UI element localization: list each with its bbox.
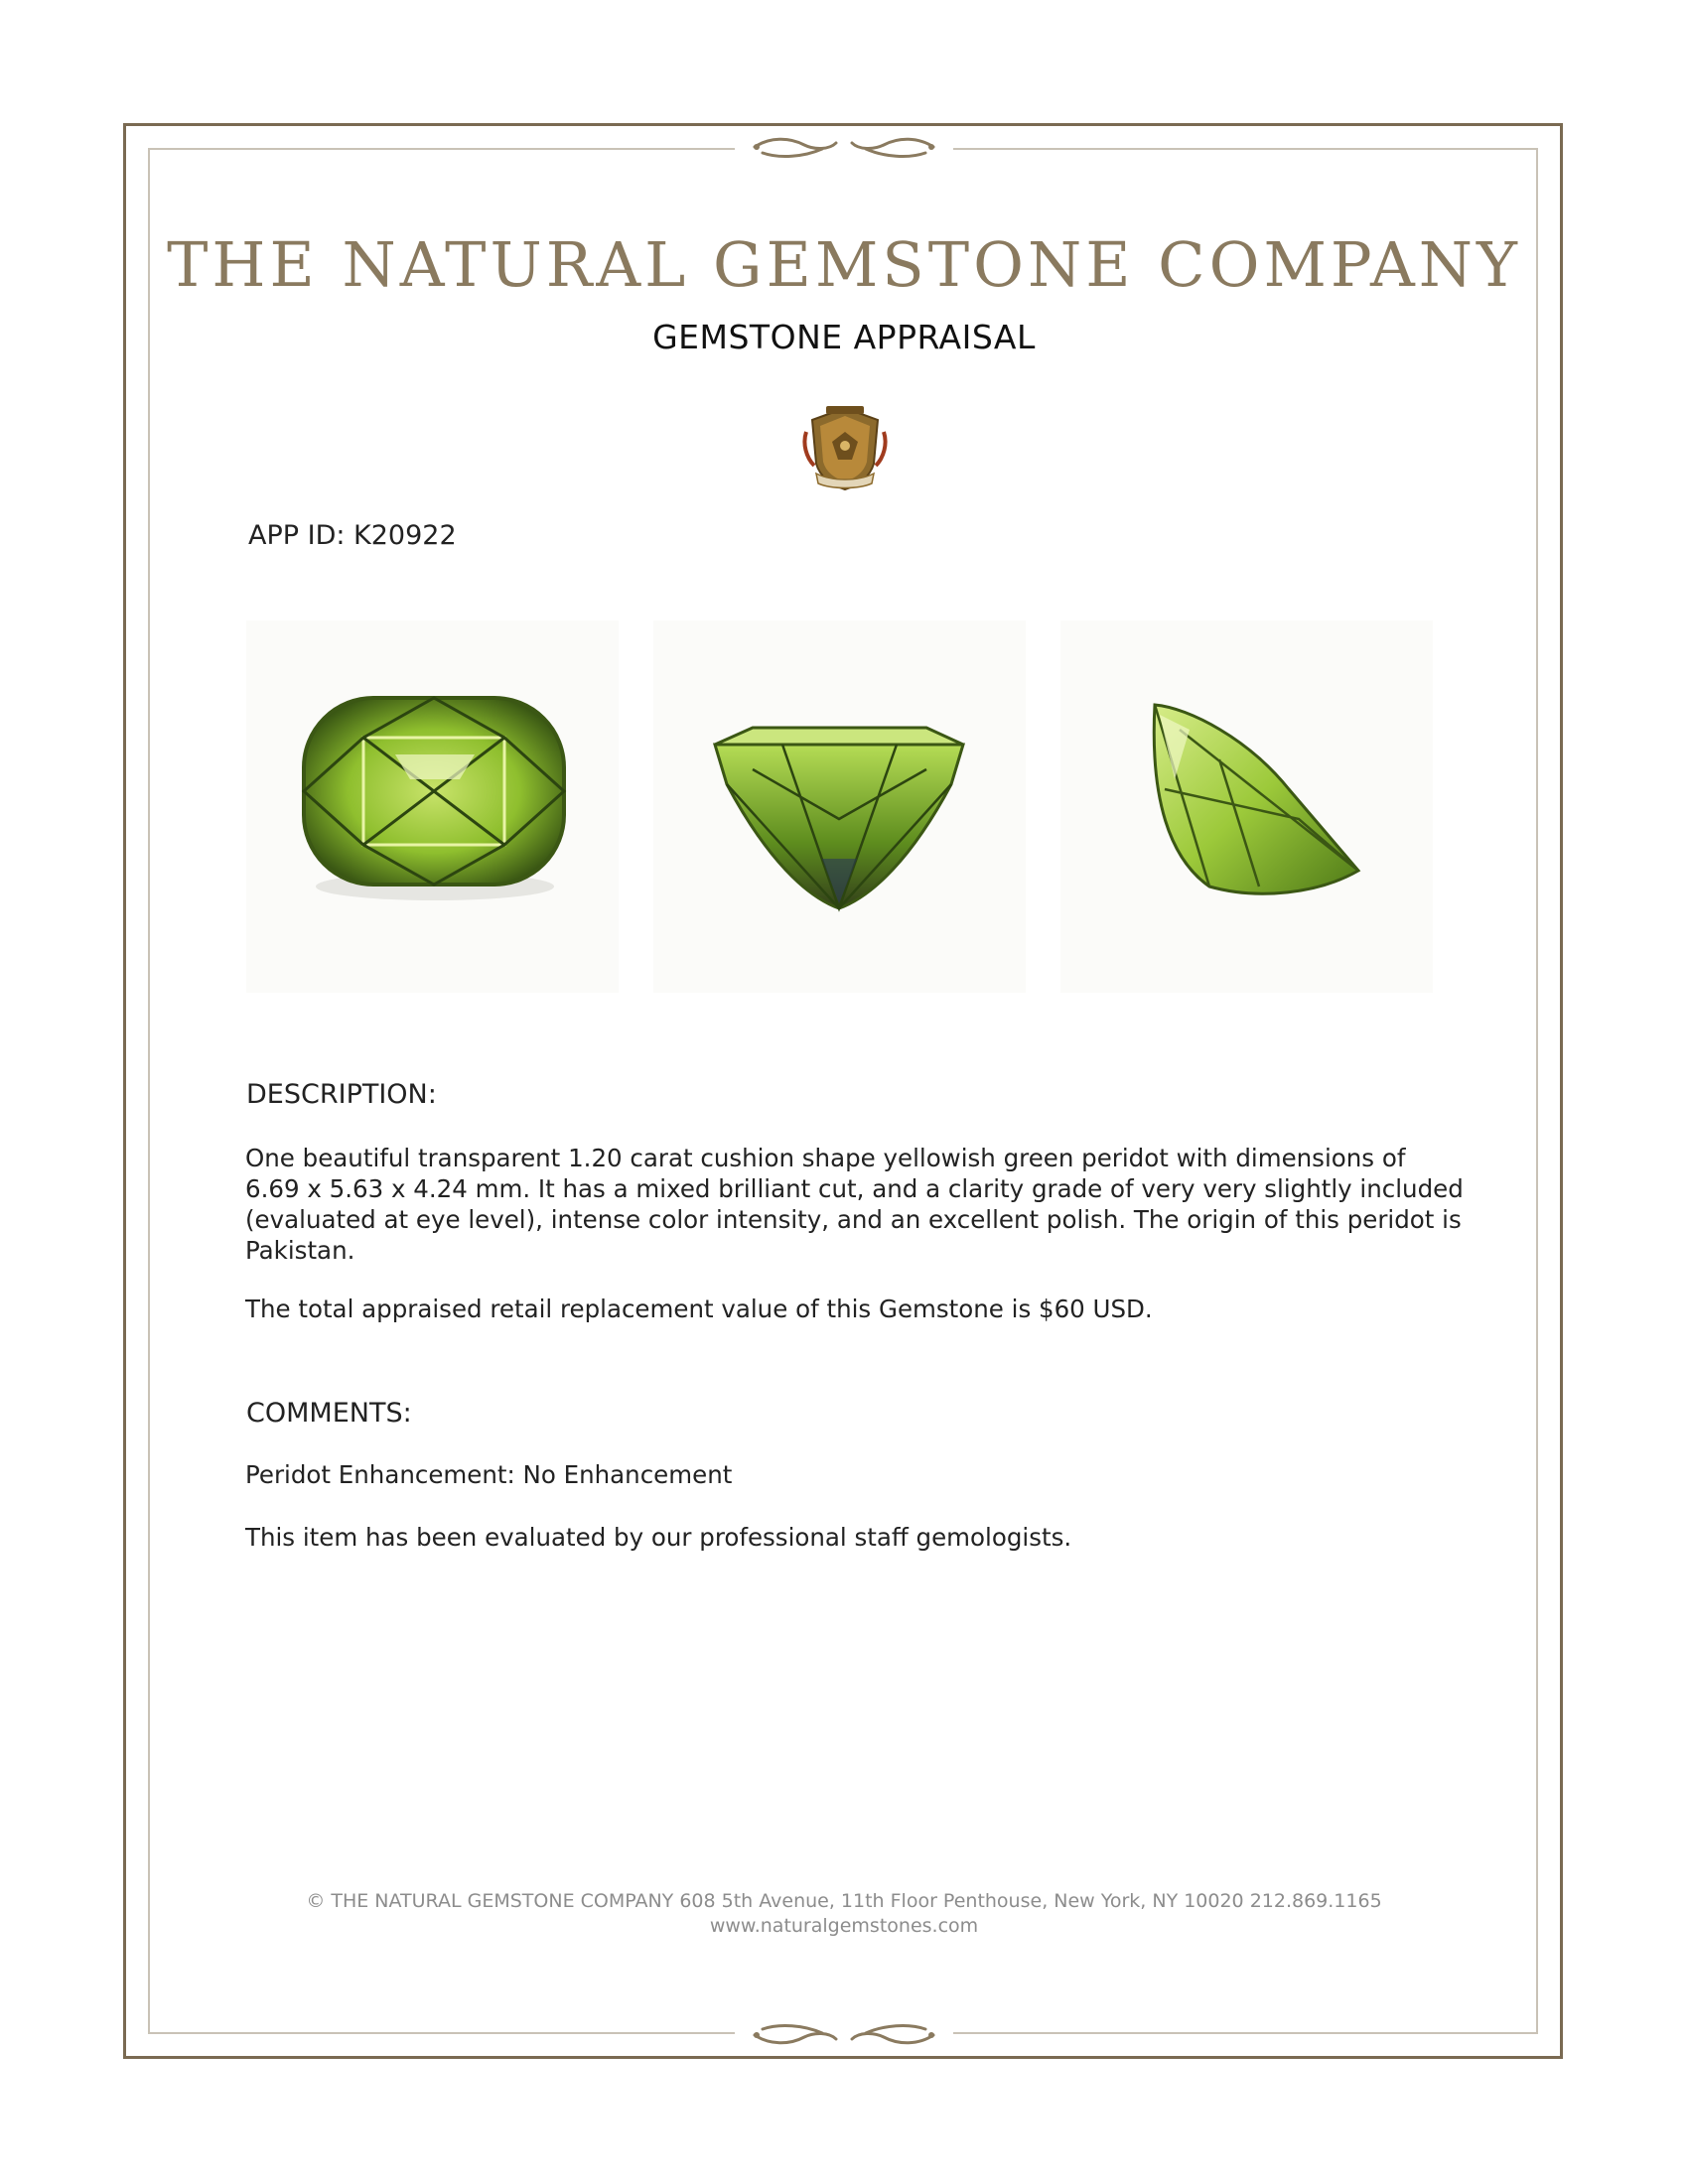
footer-website: www.naturalgemstones.com [709,1915,979,1937]
bottom-ornament-icon [735,2019,953,2049]
gem-photo-side-view [653,620,1026,993]
description-heading: DESCRIPTION: [246,1079,437,1110]
top-ornament-icon [735,133,953,163]
footer-address: © THE NATURAL GEMSTONE COMPANY 608 5th Avenue, 11th Floor Penthouse, New York, NY 10020 212.869.1165 [306,1890,1382,1912]
enhancement-text: Peridot Enhancement: No Enhancement [245,1460,733,1489]
company-crest-icon [802,402,888,493]
appraised-value-text: The total appraised retail replacement value of this Gemstone is $60 USD. [245,1295,1153,1323]
brand-title: THE NATURAL GEMSTONE COMPANY [167,228,1521,301]
gem-photo-top-view [246,620,619,993]
description-text: One beautiful transparent 1.20 carat cushion shape yellowish green peridot with dimensions of 6.69 x 5.63 x 4.24 mm. It has a mixed brilliant cut, and a clarity grade of very very slightly included (evaluated at eye level), intense color intensity, and an excellent polish. The origin of this peridot is Pakistan. [245,1144,1464,1265]
gem-photo-angle-view [1060,620,1433,993]
document-title: GEMSTONE APPRAISAL [652,318,1036,356]
appraisal-id: APP ID: K20922 [248,520,457,551]
evaluation-text: This item has been evaluated by our professional staff gemologists. [245,1523,1072,1552]
comments-heading: COMMENTS: [246,1398,412,1429]
